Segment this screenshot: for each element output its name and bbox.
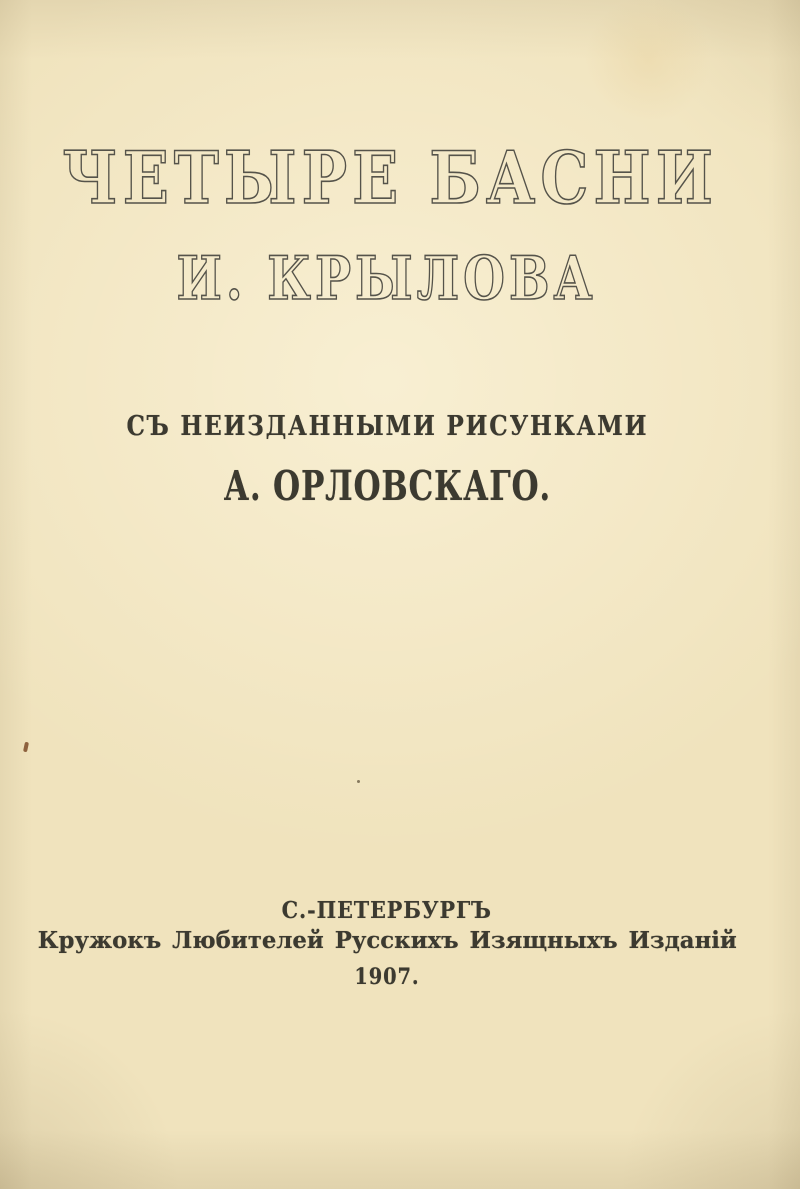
imprint-publisher-text: Кружокъ Любителей Русскихъ Изящныхъ Изданій [37,926,737,954]
imprint-year-text: 1907. [354,964,420,990]
ink-speck [357,780,360,783]
imprint-city [0,899,774,922]
book-title-line1 [0,135,774,220]
book-title-line2-text: И. КРЫЛОВА [176,244,598,314]
imprint-year [0,966,774,988]
imprint-publisher [0,926,774,954]
subtitle-text: СЪ НЕИЗДАННЫМИ РИСУНКАМИ [126,411,648,442]
book-title-line2 [0,244,774,314]
imprint-city-text: С.-ПЕТЕРБУРГЪ [281,897,493,924]
illustrator-name-text: А. ОРЛОВСКАГО. [223,462,551,510]
ink-speck [23,742,29,753]
subtitle [0,413,774,440]
book-title-line1-text: ЧЕТЫРЕ БАСНИ [62,135,718,220]
illustrator-name [0,462,774,510]
